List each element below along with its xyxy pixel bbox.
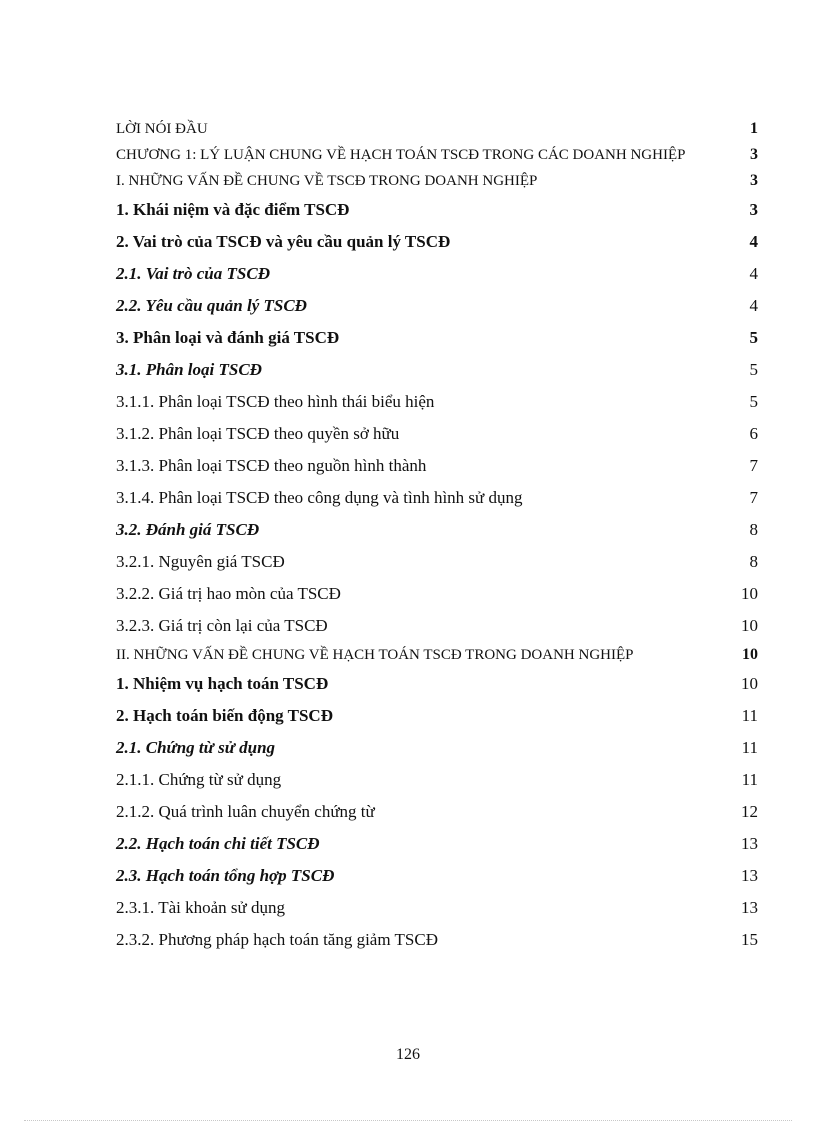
toc-entry-page: 8 [749, 552, 758, 571]
toc-entry-title: CHƯƠNG 1: LÝ LUẬN CHUNG VỀ HẠCH TOÁN TSCĐ TRONG CÁC DOANH NGHIỆP [116, 147, 686, 163]
toc-entry [116, 546, 758, 578]
toc-entry-page: 12 [741, 802, 758, 821]
toc-entry-page: 1 [750, 120, 758, 137]
toc-entry [116, 322, 758, 354]
toc-entry-page: 4 [749, 264, 758, 283]
toc-entry-page: 4 [749, 296, 758, 315]
toc-entry-page: 13 [741, 866, 758, 885]
toc-entry-page: 10 [741, 674, 758, 693]
toc-entry [116, 386, 758, 418]
toc-entry-title: 2.3.2. Phương pháp hạch toán tăng giảm TSCĐ [116, 930, 438, 949]
toc-entry-title: 2.2. Yêu cầu quản lý TSCĐ [116, 296, 307, 315]
toc-entry-page: 7 [749, 456, 758, 475]
toc-entry-title: 2.3.1. Tài khoản sử dụng [116, 898, 285, 917]
toc-entry-title: 3.2.3. Giá trị còn lại của TSCĐ [116, 616, 328, 635]
toc-entry-title: 2.2. Hạch toán chi tiết TSCĐ [116, 834, 320, 853]
toc-entry-page: 8 [749, 520, 758, 539]
toc-entry-page: 3 [750, 146, 758, 163]
toc-entry-title: 3.1.3. Phân loại TSCĐ theo nguồn hình thành [116, 456, 427, 475]
page-bottom-divider [24, 1120, 792, 1121]
toc-entry [116, 418, 758, 450]
toc-entry [116, 796, 758, 828]
toc-entry-page: 13 [741, 898, 758, 917]
toc-entry [116, 924, 758, 956]
toc-entry-page: 10 [741, 616, 758, 635]
toc-entry [116, 700, 758, 732]
toc-entry [116, 482, 758, 514]
toc-entry [116, 578, 758, 610]
toc-entry-title: 2.1. Chứng từ sử dụng [116, 738, 276, 757]
toc-entry-title: 3.1.4. Phân loại TSCĐ theo công dụng và tình hình sử dụng [116, 488, 523, 507]
toc-entry-page: 15 [741, 930, 758, 949]
toc-entry-title: II. NHỮNG VẤN ĐỀ CHUNG VỀ HẠCH TOÁN TSCĐ TRONG DOANH NGHIỆP [116, 647, 634, 663]
toc-entry-page: 3 [750, 172, 758, 189]
toc-entry-title: 2.1.1. Chứng từ sử dụng [116, 770, 282, 789]
toc-entry-title: 2.1. Vai trò của TSCĐ [116, 264, 270, 283]
toc-entry [116, 732, 758, 764]
toc-entry [116, 142, 758, 168]
toc-entry-title: 1. Nhiệm vụ hạch toán TSCĐ [116, 674, 329, 693]
toc-entry [116, 610, 758, 642]
toc-entry-title: 3.2.1. Nguyên giá TSCĐ [116, 552, 285, 571]
toc-entry [116, 860, 758, 892]
toc-entry [116, 668, 758, 700]
toc-entry [116, 290, 758, 322]
toc-entry [116, 828, 758, 860]
toc-entry-page: 5 [749, 392, 758, 411]
toc-entry-page: 6 [749, 424, 758, 443]
toc-entry-title: 2. Vai trò của TSCĐ và yêu cầu quản lý TSCĐ [116, 232, 451, 251]
toc-entry-title: 1. Khái niệm và đặc điểm TSCĐ [116, 200, 350, 219]
toc-entry-title: 2.3. Hạch toán tổng hợp TSCĐ [116, 866, 335, 885]
toc-entry-title: 3.1.2. Phân loại TSCĐ theo quyền sở hữu [116, 424, 400, 443]
toc-entry [116, 168, 758, 194]
toc-entry [116, 892, 758, 924]
page-number: 126 [396, 1046, 420, 1063]
toc-entry-page: 4 [749, 232, 758, 251]
toc-entry [116, 514, 758, 546]
toc-entry-title: 3.2. Đánh giá TSCĐ [116, 520, 260, 539]
toc-entry-page: 11 [741, 770, 758, 789]
toc-entry [116, 764, 758, 796]
toc-entry-title: I. NHỮNG VẤN ĐỀ CHUNG VỀ TSCĐ TRONG DOANH NGHIỆP [116, 173, 538, 189]
toc-entry-title: 3.2.2. Giá trị hao mòn của TSCĐ [116, 584, 341, 603]
table-of-contents [116, 116, 758, 956]
toc-entry-title: LỜI NÓI ĐẦU [116, 121, 208, 137]
toc-entry-page: 3 [749, 200, 758, 219]
toc-entry-title: 3.1. Phân loại TSCĐ [116, 360, 262, 379]
toc-entry-title: 2.1.2. Quá trình luân chuyển chứng từ [116, 802, 375, 821]
toc-entry-page: 7 [749, 488, 758, 507]
toc-entry-page: 5 [749, 328, 758, 347]
toc-entry [116, 450, 758, 482]
toc-entry-page: 11 [741, 738, 758, 757]
toc-entry-title: 2. Hạch toán biến động TSCĐ [116, 706, 333, 725]
toc-entry [116, 354, 758, 386]
toc-entry [116, 226, 758, 258]
toc-entry-title: 3.1.1. Phân loại TSCĐ theo hình thái biểu hiện [116, 392, 435, 411]
toc-entry-page: 11 [741, 706, 758, 725]
toc-entry [116, 258, 758, 290]
toc-entry-page: 10 [741, 584, 758, 603]
toc-entry [116, 116, 758, 142]
toc-entry-title: 3. Phân loại và đánh giá TSCĐ [116, 328, 340, 347]
toc-entry [116, 194, 758, 226]
toc-entry-page: 10 [742, 646, 758, 663]
toc-entry-page: 13 [741, 834, 758, 853]
toc-entry [116, 642, 758, 668]
toc-entry-page: 5 [749, 360, 758, 379]
